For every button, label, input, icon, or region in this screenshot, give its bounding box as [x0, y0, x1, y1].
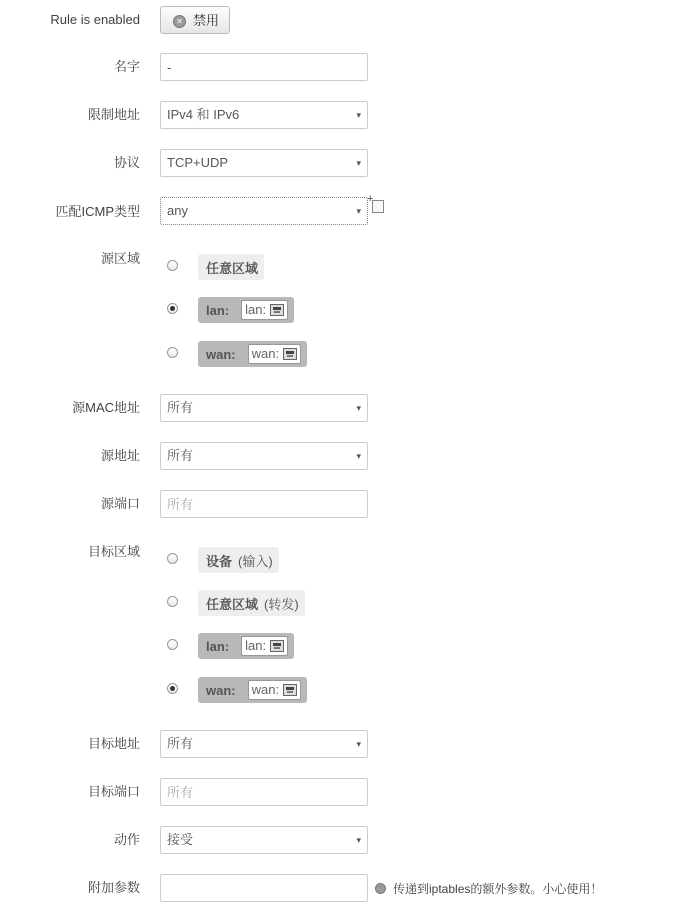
- source-mac-select[interactable]: [160, 394, 368, 422]
- source-zone-radio-lan[interactable]: [167, 303, 178, 314]
- protocol-label: 协议: [113, 155, 140, 170]
- action-select[interactable]: [160, 826, 368, 854]
- zone-name: lan:: [206, 302, 230, 318]
- source-mac-value: 所有: [167, 400, 194, 415]
- zone-name: wan:: [206, 346, 236, 362]
- action-label: 动作: [113, 832, 140, 847]
- add-icon[interactable]: [372, 200, 384, 213]
- network-icon: [270, 640, 284, 652]
- source-port-input[interactable]: [160, 490, 368, 518]
- network-icon: [283, 684, 297, 696]
- dest-zone-radio-device[interactable]: [167, 553, 178, 564]
- dest-zone-label: 目标区域: [87, 544, 140, 559]
- icmp-type-label: 匹配ICMP类型: [55, 204, 140, 219]
- chevron-down-icon: ▾: [356, 110, 361, 120]
- name-input[interactable]: [160, 53, 368, 81]
- extra-args-help-text: 传递到iptables的额外参数。小心使用！: [393, 882, 603, 896]
- dest-address-label: 目标地址: [87, 736, 140, 751]
- restrict-address-select[interactable]: [160, 101, 368, 129]
- dest-zone-any: [198, 590, 305, 616]
- source-zone-radio-any[interactable]: [167, 260, 178, 271]
- zone-name: 设备: [206, 553, 233, 569]
- chevron-down-icon: ▾: [356, 451, 361, 461]
- network-badge: [248, 344, 301, 364]
- extra-args-help: [375, 880, 602, 897]
- source-port-label: 源端口: [100, 496, 140, 511]
- network-badge: [241, 636, 288, 656]
- extra-args-input[interactable]: [160, 874, 368, 902]
- source-zone-label: 源区域: [100, 251, 140, 266]
- extra-args-label: 附加参数: [87, 880, 140, 895]
- source-zone-radio-wan[interactable]: [167, 347, 178, 358]
- icmp-type-select[interactable]: [160, 197, 368, 225]
- zone-name: 任意区域: [206, 596, 259, 612]
- source-zone-wan: [198, 341, 307, 367]
- chevron-down-icon: ▾: [356, 206, 361, 216]
- network-icon: [283, 348, 297, 360]
- network-badge: [248, 680, 301, 700]
- network-name: wan:: [251, 346, 280, 361]
- dest-address-value: 所有: [167, 736, 194, 751]
- dest-zone-radio-lan[interactable]: [167, 639, 178, 650]
- rule-enabled-label: Rule is enabled: [50, 12, 140, 27]
- disable-icon: ✕: [173, 15, 186, 28]
- disable-button[interactable]: [160, 6, 230, 34]
- dest-zone-radio-wan[interactable]: [167, 683, 178, 694]
- zone-name: wan:: [206, 682, 236, 698]
- action-value: 接受: [167, 832, 194, 847]
- restrict-address-value: IPv4 和 IPv6: [167, 107, 240, 122]
- network-badge: [241, 300, 288, 320]
- dest-zone-radio-any[interactable]: [167, 596, 178, 607]
- network-name: lan:: [245, 302, 267, 317]
- dest-address-select[interactable]: [160, 730, 368, 758]
- help-icon: [375, 883, 386, 894]
- source-zone-any: [198, 254, 264, 280]
- disable-button-label: 禁用: [192, 13, 219, 28]
- dest-port-input[interactable]: [160, 778, 368, 806]
- network-icon: [270, 304, 284, 316]
- chevron-down-icon: ▾: [356, 158, 361, 168]
- zone-name: 任意区域: [206, 260, 259, 276]
- icmp-type-value: any: [167, 203, 188, 218]
- source-address-label: 源地址: [100, 448, 140, 463]
- source-zone-lan: [198, 297, 294, 323]
- chevron-down-icon: ▾: [356, 403, 361, 413]
- name-label: 名字: [113, 59, 140, 74]
- zone-suffix: (输入): [238, 553, 273, 569]
- source-address-select[interactable]: [160, 442, 368, 470]
- source-mac-label: 源MAC地址: [72, 400, 140, 415]
- dest-port-label: 目标端口: [87, 784, 140, 799]
- network-name: wan:: [251, 682, 280, 697]
- dest-zone-lan: [198, 633, 294, 659]
- source-address-value: 所有: [167, 448, 194, 463]
- chevron-down-icon: ▾: [356, 835, 361, 845]
- network-name: lan:: [245, 638, 267, 653]
- dest-zone-wan: [198, 677, 307, 703]
- dest-zone-device: [198, 547, 279, 573]
- zone-name: lan:: [206, 638, 230, 654]
- protocol-value: TCP+UDP: [167, 155, 229, 170]
- chevron-down-icon: ▾: [356, 739, 361, 749]
- restrict-address-label: 限制地址: [87, 107, 140, 122]
- protocol-select[interactable]: [160, 149, 368, 177]
- zone-suffix: (转发): [264, 596, 299, 612]
